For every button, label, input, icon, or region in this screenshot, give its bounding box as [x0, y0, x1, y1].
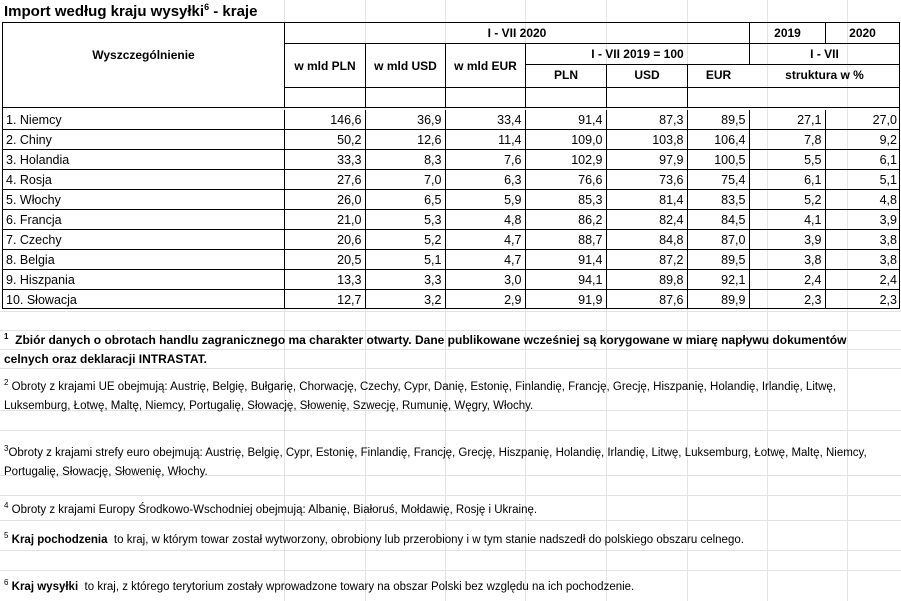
footnote-6: $^6$ Kraj wysyłki to kraj, z którego terytorium zostały wprowadzone towary na obszar Polski bez względu na ich pochodzenie. [4, 578, 635, 593]
footnote-4: $^4$ Obroty z krajami Europy Środkowo-Wschodniej obejmują: Albanię, Białoruś, Mołdawię, Rosję i Ukrainę. [4, 501, 538, 516]
page-title: Import według kraju wysyłki$^6$ - kraje [4, 2, 258, 20]
table-row: 2. Chiny 50,2 12,6 11,4 109,0 103,8 106,4 7,8 9,2 [2, 130, 900, 150]
header-mld-pln: w mld PLN [294, 59, 356, 73]
country-name: 5. Włochy [2, 190, 284, 210]
header-index: I - VII 2019 = 100 [591, 47, 684, 61]
country-name: 3. Holandia [2, 150, 284, 170]
header-period-2020: I - VII 2020 [487, 26, 547, 40]
header-label-column: Wyszczególnienie [92, 48, 195, 62]
table-row: 7. Czechy 20,6 5,2 4,7 88,7 84,8 87,0 3,9 3,8 [2, 230, 900, 250]
country-name: 7. Czechy [2, 230, 284, 250]
data-table [2, 108, 900, 309]
country-name: 10. Słowacja [6, 292, 77, 307]
country-name: 6. Francja [2, 210, 284, 230]
country-name: 9. Hiszpania [2, 270, 284, 290]
table-row: 1. Niemcy 146,6 36,9 33,4 91,4 87,3 89,5 27,1 27,0 [2, 110, 900, 130]
table-row: 9. Hiszpania 13,3 3,3 3,0 94,1 89,8 92,1 2,4 2,4 [2, 270, 900, 290]
table-row: 8. Belgia 20,5 5,1 4,7 91,4 87,2 89,5 3,8 3,8 [2, 250, 900, 270]
header-pln: PLN [554, 68, 578, 82]
footnote-1: $^1$ Zbiór danych o obrotach handlu zagranicznego ma charakter otwarty. Dane publikowane wcześniej są korygowane w miarę napływu dokumentów celnych oraz deklaracji INTRASTAT. [4, 332, 847, 366]
footnote-5: $^5$ Kraj pochodzenia to kraj, w którym towar został wytworzony, obrobiony lub przerobiony i w tym stanie nadszedł do polskiego obszaru celnego. [4, 531, 744, 546]
header-period-short: I - VII [810, 47, 839, 61]
country-name: 8. Belgia [2, 250, 284, 270]
footnote-3: $^3$Obroty z krajami strefy euro obejmują: Austrię, Belgię, Cypr, Estonię, Finlandię, Francję, Grecję, Hiszpanię, Holandię, Irlandię, Litwę, Luksemburg, Łotwę, Maltę, Niemcy, Portugalię, Słowację, Słowenię, Włochy. [4, 444, 867, 478]
header-mld-eur: w mld EUR [454, 59, 517, 73]
table-row: 5. Włochy 26,0 6,5 5,9 85,3 81,4 83,5 5,2 4,8 [2, 190, 900, 210]
header-year-2019: 2019 [774, 26, 801, 40]
country-name: 2. Chiny [2, 130, 284, 150]
header-mld-usd: w mld USD [374, 59, 437, 73]
country-name: 1. Niemcy [2, 110, 284, 130]
footnote-2: $^2$ Obroty z krajami UE obejmują: Austrię, Belgię, Bułgarię, Chorwację, Czechy, Cypr, Danię, Estonię, Finlandię, Francję, Grecję, Hiszpanię, Holandię, Irlandię, Litwę, Luksemburg, Łotwę, Maltę, Niemcy, Portugalię, Słowację, Słowenię, Szwecję, Rumunię, Węgry, Włochy. [4, 378, 836, 412]
country-name: 4. Rosja [2, 170, 284, 190]
table-row: 3. Holandia 33,3 8,3 7,6 102,9 97,9 100,5 5,5 6,1 [2, 150, 900, 170]
table-row: 10. Słowacja 12,7 3,2 2,9 91,9 87,6 89,9 2,3 2,3 [2, 290, 900, 310]
header-year-2020: 2020 [849, 26, 876, 40]
table-row: 6. Francja 21,0 5,3 4,8 86,2 82,4 84,5 4,1 3,9 [2, 210, 900, 230]
header-structure: struktura w % [785, 68, 864, 82]
table-row: 4. Rosja 27,6 7,0 6,3 76,6 73,6 75,4 6,1 5,1 [2, 170, 900, 190]
header-eur: EUR [705, 68, 732, 82]
header-usd: USD [634, 68, 660, 82]
